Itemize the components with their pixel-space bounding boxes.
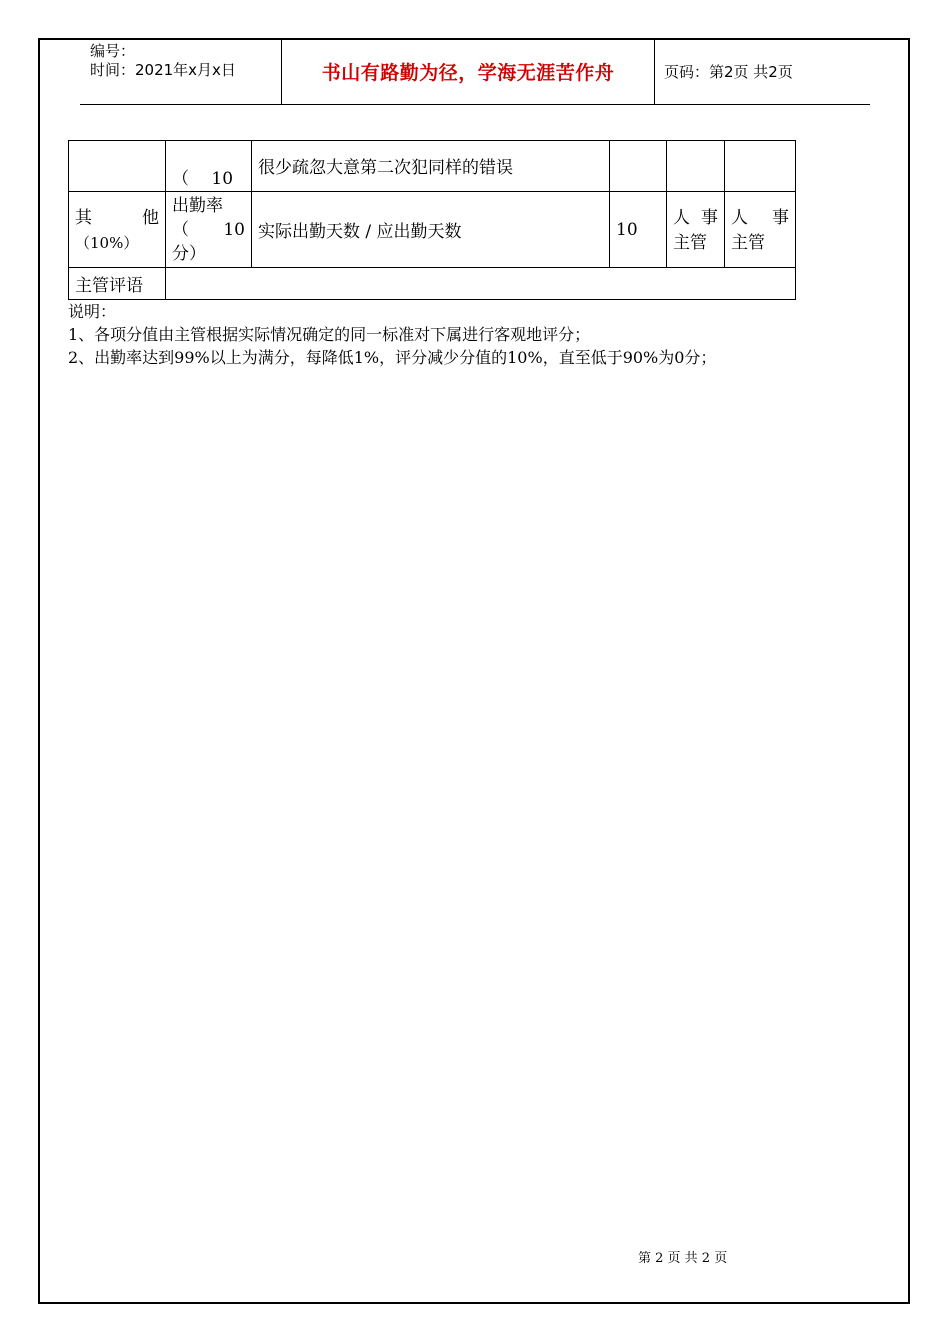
evaluation-table — [68, 140, 796, 300]
category-char: 其 — [75, 208, 92, 228]
reviewer-role — [731, 206, 789, 231]
item-cell — [166, 141, 252, 192]
evaluator-char: 人 — [673, 208, 690, 228]
evaluator-cell — [667, 192, 725, 268]
reviewer-char: 事 — [772, 208, 789, 228]
category-cell — [69, 192, 166, 268]
header-motto: 书山有路勤为径，学海无涯苦作舟 — [321, 61, 615, 84]
comment-label-cell — [69, 268, 166, 300]
standard-text: 很少疏忽大意第二次犯同样的错误 — [258, 158, 513, 178]
page-footer: 第 2 页 共 2 页 — [638, 1251, 728, 1266]
standard-text: 实际出勤天数 / 应出勤天数 — [258, 222, 462, 242]
header-page-number: 页码：第2页 共2页 — [664, 62, 793, 81]
standard-cell — [252, 192, 610, 268]
evaluator-role — [673, 206, 718, 231]
comment-label: 主管评语 — [75, 276, 143, 296]
evaluator-char: 事 — [701, 208, 718, 228]
item-score-unit: 分） — [172, 244, 206, 264]
item-cell — [166, 192, 252, 268]
header-number: 编号： — [90, 42, 136, 60]
category-cell — [69, 141, 166, 192]
standard-cell — [252, 141, 610, 192]
score-cell — [610, 192, 667, 268]
header-date: 时间：2021年x月x日 — [90, 61, 236, 79]
note-item: 2、出勤率达到99%以上为满分，每降低1%，评分减少分值的10%，直至低于90%为0分； — [68, 348, 717, 367]
header-meta — [80, 38, 281, 104]
evaluator-cell — [667, 141, 725, 192]
item-score-paren: （ — [172, 220, 189, 240]
category-weight: （10%） — [75, 234, 139, 252]
reviewer-char: 人 — [731, 208, 748, 228]
score-paren: （ 10 — [172, 169, 234, 189]
item-score — [172, 218, 245, 242]
comment-cell — [166, 268, 796, 300]
header-divider — [654, 38, 655, 104]
reviewer-cell — [725, 192, 796, 268]
page-header — [80, 38, 870, 105]
note-item: 1、各项分值由主管根据实际情况确定的同一标准对下属进行客观地评分； — [68, 325, 591, 344]
table-row — [69, 141, 796, 192]
notes-title: 说明： — [68, 302, 117, 321]
evaluator-title: 主管 — [673, 233, 707, 253]
item-score-value: 10 — [223, 220, 245, 240]
reviewer-cell — [725, 141, 796, 192]
category-name — [75, 206, 159, 231]
item-name: 出勤率 — [172, 196, 223, 216]
table-row — [69, 192, 796, 268]
notes-section — [68, 300, 716, 369]
reviewer-title: 主管 — [731, 233, 765, 253]
score-value: 10 — [616, 219, 638, 240]
table-row — [69, 268, 796, 300]
score-cell — [610, 141, 667, 192]
category-char: 他 — [142, 208, 159, 228]
